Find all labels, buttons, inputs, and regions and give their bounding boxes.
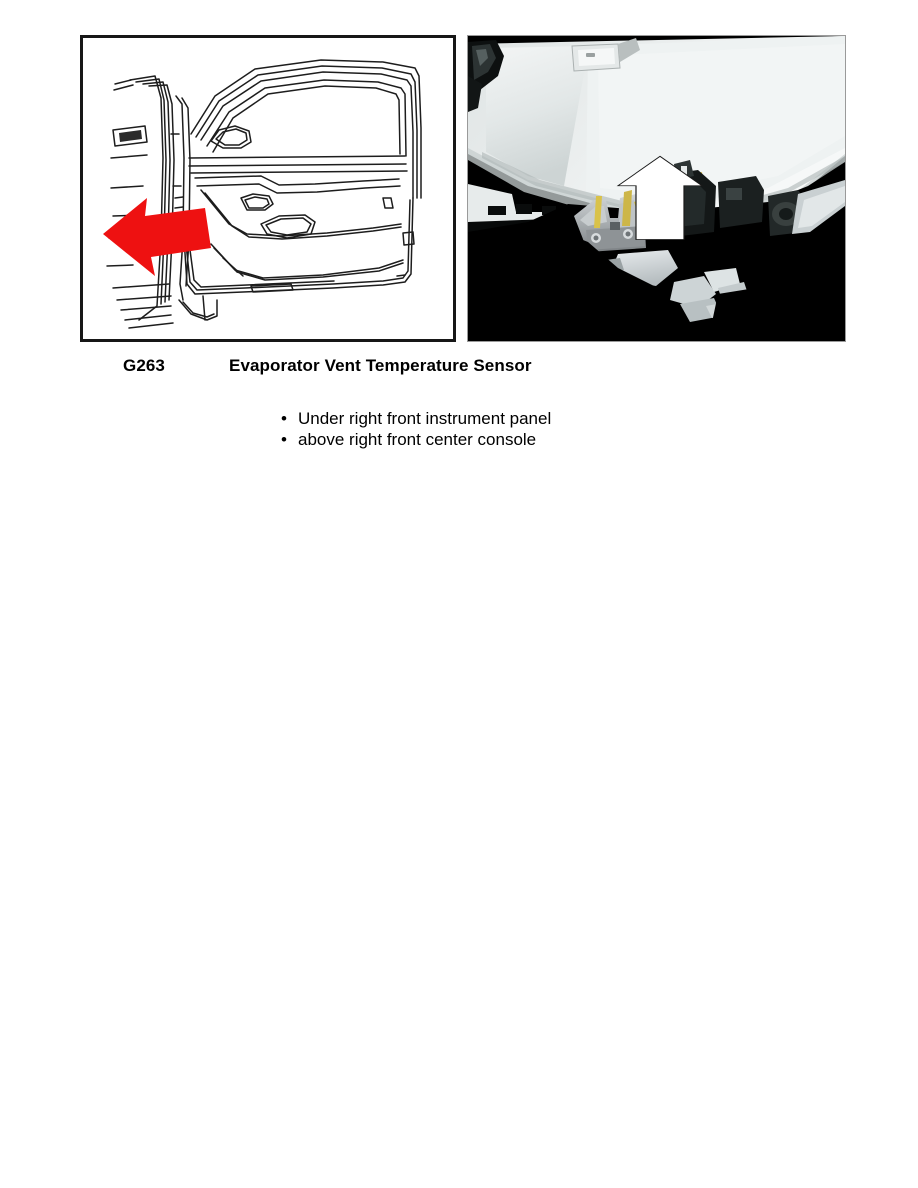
list-item: • Under right front instrument panel: [281, 408, 801, 429]
location-notes-list: [281, 408, 801, 450]
figure-caption: [123, 355, 823, 377]
photo-panel: [467, 35, 846, 342]
illustration-panel: [80, 35, 456, 342]
car-door-line-drawing: [83, 38, 453, 339]
under-instrument-panel-photo: [468, 36, 845, 341]
figure-row: [80, 35, 846, 342]
component-name: Evaporator Vent Temperature Sensor: [229, 356, 532, 375]
list-item: • above right front center console: [281, 429, 801, 450]
component-code: G263: [123, 356, 165, 375]
